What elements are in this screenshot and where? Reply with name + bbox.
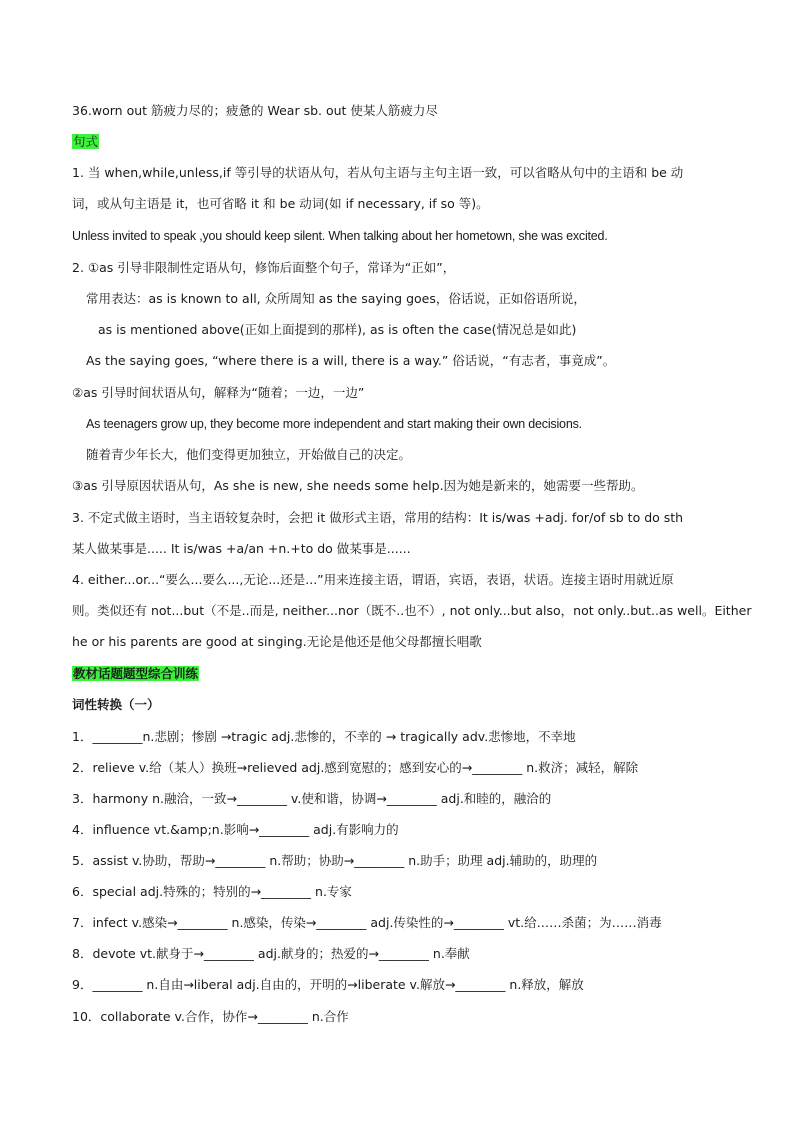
rule-2-line-1: 2. ①as 引导非限制性定语从句，修饰后面整个句子，常译为“正如”， (72, 260, 456, 275)
subheading-word-forms: 词性转换（一） (72, 697, 160, 712)
exercise-item: 10．collaborate v.合作，协作→________ n.合作 (72, 1009, 349, 1024)
exercise-item: 4．influence vt.&amp;n.影响→________ adj.有影响力的 (72, 822, 399, 837)
exercise-item: 9．________ n.自由→liberal adj.自由的，开明的→liberate v.解放→________ n.释放，解放 (72, 977, 584, 992)
rule-2-point-2-example-zh: 随着青少年长大，他们变得更加独立，开始做自己的决定。 (86, 447, 412, 462)
exercise-item: 2．relieve v.给（某人）换班→relieved adj.感到宽慰的；感到安心的→________ n.救济；减轻，解除 (72, 760, 639, 775)
exercise-item: 1．________n.悲剧；惨剧 →tragic adj.悲惨的，不幸的 → tragically adv.悲惨地，不幸地 (72, 729, 576, 744)
exercise-item: 7．infect v.感染→________ n.感染，传染→________ adj.传染性的→________ vt.给……杀菌；为……消毒 (72, 915, 662, 930)
exercise-item: 8．devote vt.献身于→________ adj.献身的；热爱的→________ n.奉献 (72, 946, 470, 961)
vocab-line-36: 36.worn out 筋疲力尽的；疲惫的 Wear sb. out 使某人筋疲力尽 (72, 103, 438, 118)
rule-2-expressions-2: as is mentioned above(正如上面提到的那样), as is often the case(情况总是如此) (98, 322, 577, 337)
rule-1-example: Unless invited to speak ,you should keep silent. When talking about her hometown, she was excited. (72, 229, 608, 243)
rule-2-point-3: ③as 引导原因状语从句，As she is new, she needs some help.因为她是新来的，她需要一些帮助。 (72, 478, 644, 493)
rule-2-example: As the saying goes, “where there is a will, there is a way.” 俗话说，“有志者，事竟成”。 (86, 353, 616, 368)
rule-4-line-2: 则。类似还有 not...but（不是..而是, neither...nor（既不..也不）, not only...but also，not only..but..as well。Either (72, 603, 752, 618)
rule-3-line-2: 某人做某事是..... It is/was +a/an +n.+to do 做某事是...... (72, 541, 411, 556)
rule-1-line-2: 词，或从句主语是 it，也可省略 it 和 be 动词(如 if necessary, if so 等)。 (72, 196, 489, 211)
section-heading-training (72, 665, 199, 683)
rule-2-expressions-1: 常用表达：as is known to all, 众所周知 as the saying goes，俗话说，正如俗语所说， (86, 291, 586, 306)
section-label: 教材话题题型综合训练 (73, 666, 199, 681)
exercise-item: 6．special adj.特殊的；特别的→________ n.专家 (72, 884, 352, 899)
rule-3-line-1: 3. 不定式做主语时，当主语较复杂时，会把 it 做形式主语，常用的结构：It is/was +adj. for/of sb to do sth (72, 510, 684, 525)
rule-2-point-2: ②as 引导时间状语从句，解释为“随着；一边，一边” (72, 385, 365, 400)
section-label: 句式 (73, 134, 99, 149)
rule-1-line-1: 1. 当 when,while,unless,if 等引导的状语从句，若从句主语与主句主语一致，可以省略从句中的主语和 be 动 (72, 165, 684, 180)
exercise-item: 3．harmony n.融洽，一致→________ v.使和谐，协调→________ adj.和睦的，融洽的 (72, 791, 552, 806)
rule-2-point-2-example-en: As teenagers grow up, they become more independent and start making their own decisions. (86, 417, 582, 431)
section-heading-sentence-patterns (72, 133, 99, 151)
exercise-item: 5．assist v.协助，帮助→________ n.帮助；协助→________ n.助手；助理 adj.辅助的，助理的 (72, 853, 598, 868)
rule-4-line-3: he or his parents are good at singing.无论是他还是他父母都擅长唱歌 (72, 634, 482, 649)
rule-4-line-1: 4. either...or...“要么...要么...,无论...还是...”用来连接主语，谓语，宾语，表语，状语。连接主语时用就近原 (72, 572, 674, 587)
